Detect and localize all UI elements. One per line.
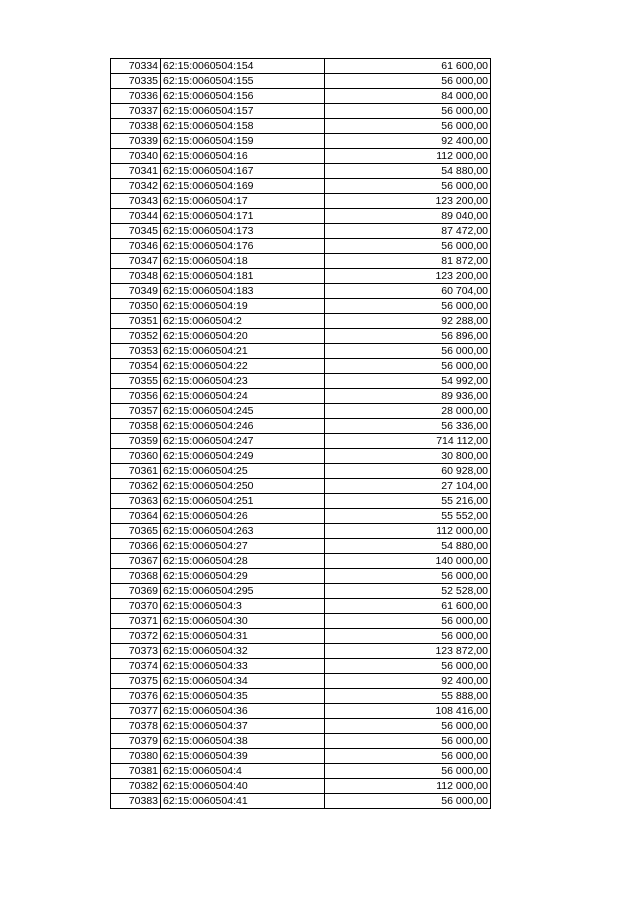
table-row (111, 74, 491, 89)
table-row (111, 89, 491, 104)
document-page (110, 58, 490, 809)
table-row (111, 299, 491, 314)
row-number-cell: 70347 (111, 254, 161, 269)
cadastral-number-cell: 62:15:0060504:249 (161, 449, 325, 464)
row-number-cell: 70375 (111, 674, 161, 689)
amount-cell: 140 000,00 (325, 554, 491, 569)
cadastral-number-cell: 62:15:0060504:2 (161, 314, 325, 329)
row-number-cell: 70340 (111, 149, 161, 164)
row-number-cell: 70376 (111, 689, 161, 704)
cadastral-number-cell: 62:15:0060504:30 (161, 614, 325, 629)
table-row (111, 614, 491, 629)
table-row (111, 329, 491, 344)
cadastral-number-cell: 62:15:0060504:247 (161, 434, 325, 449)
amount-cell: 123 872,00 (325, 644, 491, 659)
amount-cell: 123 200,00 (325, 269, 491, 284)
amount-cell: 54 992,00 (325, 374, 491, 389)
table-row (111, 119, 491, 134)
table-row (111, 434, 491, 449)
table-row (111, 449, 491, 464)
cadastral-number-cell: 62:15:0060504:4 (161, 764, 325, 779)
cadastral-number-cell: 62:15:0060504:19 (161, 299, 325, 314)
cadastral-number-cell: 62:15:0060504:37 (161, 719, 325, 734)
table-row (111, 104, 491, 119)
cadastral-number-cell: 62:15:0060504:251 (161, 494, 325, 509)
amount-cell: 55 216,00 (325, 494, 491, 509)
table-row (111, 524, 491, 539)
amount-cell: 112 000,00 (325, 779, 491, 794)
row-number-cell: 70334 (111, 59, 161, 74)
row-number-cell: 70363 (111, 494, 161, 509)
amount-cell: 81 872,00 (325, 254, 491, 269)
amount-cell: 112 000,00 (325, 149, 491, 164)
amount-cell: 56 000,00 (325, 299, 491, 314)
cadastral-number-cell: 62:15:0060504:38 (161, 734, 325, 749)
row-number-cell: 70350 (111, 299, 161, 314)
row-number-cell: 70354 (111, 359, 161, 374)
amount-cell: 61 600,00 (325, 59, 491, 74)
row-number-cell: 70358 (111, 419, 161, 434)
amount-cell: 123 200,00 (325, 194, 491, 209)
amount-cell: 56 000,00 (325, 359, 491, 374)
row-number-cell: 70359 (111, 434, 161, 449)
cadastral-number-cell: 62:15:0060504:176 (161, 239, 325, 254)
row-number-cell: 70371 (111, 614, 161, 629)
amount-cell: 89 936,00 (325, 389, 491, 404)
row-number-cell: 70381 (111, 764, 161, 779)
cadastral-value-table (110, 58, 491, 809)
amount-cell: 30 800,00 (325, 449, 491, 464)
table-row (111, 134, 491, 149)
row-number-cell: 70343 (111, 194, 161, 209)
cadastral-number-cell: 62:15:0060504:27 (161, 539, 325, 554)
cadastral-number-cell: 62:15:0060504:24 (161, 389, 325, 404)
row-number-cell: 70368 (111, 569, 161, 584)
row-number-cell: 70357 (111, 404, 161, 419)
table-row (111, 674, 491, 689)
row-number-cell: 70369 (111, 584, 161, 599)
row-number-cell: 70366 (111, 539, 161, 554)
row-number-cell: 70362 (111, 479, 161, 494)
amount-cell: 52 528,00 (325, 584, 491, 599)
cadastral-number-cell: 62:15:0060504:34 (161, 674, 325, 689)
table-row (111, 764, 491, 779)
cadastral-number-cell: 62:15:0060504:246 (161, 419, 325, 434)
table-row (111, 509, 491, 524)
cadastral-number-cell: 62:15:0060504:31 (161, 629, 325, 644)
row-number-cell: 70336 (111, 89, 161, 104)
amount-cell: 55 888,00 (325, 689, 491, 704)
amount-cell: 56 000,00 (325, 764, 491, 779)
table-row (111, 314, 491, 329)
amount-cell: 56 336,00 (325, 419, 491, 434)
row-number-cell: 70365 (111, 524, 161, 539)
table-row (111, 374, 491, 389)
amount-cell: 714 112,00 (325, 434, 491, 449)
row-number-cell: 70348 (111, 269, 161, 284)
table-row (111, 194, 491, 209)
row-number-cell: 70383 (111, 794, 161, 809)
table-row (111, 659, 491, 674)
table-row (111, 569, 491, 584)
cadastral-number-cell: 62:15:0060504:159 (161, 134, 325, 149)
table-row (111, 404, 491, 419)
table-row (111, 389, 491, 404)
cadastral-number-cell: 62:15:0060504:26 (161, 509, 325, 524)
table-row (111, 794, 491, 809)
table-row (111, 644, 491, 659)
row-number-cell: 70351 (111, 314, 161, 329)
amount-cell: 54 880,00 (325, 539, 491, 554)
cadastral-number-cell: 62:15:0060504:155 (161, 74, 325, 89)
row-number-cell: 70349 (111, 284, 161, 299)
amount-cell: 56 000,00 (325, 569, 491, 584)
row-number-cell: 70380 (111, 749, 161, 764)
cadastral-number-cell: 62:15:0060504:3 (161, 599, 325, 614)
amount-cell: 92 288,00 (325, 314, 491, 329)
table-row (111, 164, 491, 179)
amount-cell: 56 000,00 (325, 74, 491, 89)
amount-cell: 89 040,00 (325, 209, 491, 224)
row-number-cell: 70364 (111, 509, 161, 524)
amount-cell: 56 000,00 (325, 614, 491, 629)
cadastral-number-cell: 62:15:0060504:171 (161, 209, 325, 224)
cadastral-number-cell: 62:15:0060504:169 (161, 179, 325, 194)
cadastral-number-cell: 62:15:0060504:41 (161, 794, 325, 809)
cadastral-number-cell: 62:15:0060504:173 (161, 224, 325, 239)
row-number-cell: 70374 (111, 659, 161, 674)
row-number-cell: 70377 (111, 704, 161, 719)
amount-cell: 108 416,00 (325, 704, 491, 719)
table-row (111, 779, 491, 794)
cadastral-number-cell: 62:15:0060504:18 (161, 254, 325, 269)
amount-cell: 60 704,00 (325, 284, 491, 299)
amount-cell: 56 000,00 (325, 734, 491, 749)
row-number-cell: 70367 (111, 554, 161, 569)
amount-cell: 56 000,00 (325, 119, 491, 134)
row-number-cell: 70339 (111, 134, 161, 149)
cadastral-number-cell: 62:15:0060504:154 (161, 59, 325, 74)
table-row (111, 464, 491, 479)
cadastral-number-cell: 62:15:0060504:16 (161, 149, 325, 164)
cadastral-number-cell: 62:15:0060504:35 (161, 689, 325, 704)
table-row (111, 224, 491, 239)
cadastral-number-cell: 62:15:0060504:167 (161, 164, 325, 179)
amount-cell: 55 552,00 (325, 509, 491, 524)
cadastral-number-cell: 62:15:0060504:32 (161, 644, 325, 659)
row-number-cell: 70370 (111, 599, 161, 614)
row-number-cell: 70346 (111, 239, 161, 254)
cadastral-number-cell: 62:15:0060504:39 (161, 749, 325, 764)
table-row (111, 479, 491, 494)
amount-cell: 27 104,00 (325, 479, 491, 494)
cadastral-number-cell: 62:15:0060504:158 (161, 119, 325, 134)
amount-cell: 61 600,00 (325, 599, 491, 614)
amount-cell: 92 400,00 (325, 674, 491, 689)
cadastral-number-cell: 62:15:0060504:23 (161, 374, 325, 389)
cadastral-number-cell: 62:15:0060504:20 (161, 329, 325, 344)
row-number-cell: 70372 (111, 629, 161, 644)
cadastral-number-cell: 62:15:0060504:181 (161, 269, 325, 284)
amount-cell: 112 000,00 (325, 524, 491, 539)
table-row (111, 419, 491, 434)
cadastral-number-cell: 62:15:0060504:29 (161, 569, 325, 584)
row-number-cell: 70337 (111, 104, 161, 119)
table-row (111, 179, 491, 194)
table-row (111, 584, 491, 599)
table-row (111, 359, 491, 374)
table-row (111, 554, 491, 569)
table-row (111, 344, 491, 359)
table-row (111, 599, 491, 614)
table-row (111, 269, 491, 284)
table-body (111, 59, 491, 809)
amount-cell: 56 000,00 (325, 629, 491, 644)
row-number-cell: 70338 (111, 119, 161, 134)
cadastral-number-cell: 62:15:0060504:250 (161, 479, 325, 494)
cadastral-number-cell: 62:15:0060504:295 (161, 584, 325, 599)
table-row (111, 749, 491, 764)
cadastral-number-cell: 62:15:0060504:25 (161, 464, 325, 479)
row-number-cell: 70345 (111, 224, 161, 239)
row-number-cell: 70361 (111, 464, 161, 479)
row-number-cell: 70356 (111, 389, 161, 404)
cadastral-number-cell: 62:15:0060504:33 (161, 659, 325, 674)
row-number-cell: 70352 (111, 329, 161, 344)
amount-cell: 56 000,00 (325, 239, 491, 254)
cadastral-number-cell: 62:15:0060504:40 (161, 779, 325, 794)
row-number-cell: 70373 (111, 644, 161, 659)
cadastral-number-cell: 62:15:0060504:156 (161, 89, 325, 104)
amount-cell: 56 000,00 (325, 659, 491, 674)
row-number-cell: 70379 (111, 734, 161, 749)
amount-cell: 56 896,00 (325, 329, 491, 344)
amount-cell: 56 000,00 (325, 719, 491, 734)
table-row (111, 494, 491, 509)
amount-cell: 60 928,00 (325, 464, 491, 479)
cadastral-number-cell: 62:15:0060504:157 (161, 104, 325, 119)
cadastral-number-cell: 62:15:0060504:183 (161, 284, 325, 299)
row-number-cell: 70355 (111, 374, 161, 389)
row-number-cell: 70335 (111, 74, 161, 89)
table-row (111, 254, 491, 269)
amount-cell: 28 000,00 (325, 404, 491, 419)
table-row (111, 59, 491, 74)
row-number-cell: 70353 (111, 344, 161, 359)
amount-cell: 92 400,00 (325, 134, 491, 149)
row-number-cell: 70344 (111, 209, 161, 224)
cadastral-number-cell: 62:15:0060504:28 (161, 554, 325, 569)
cadastral-number-cell: 62:15:0060504:263 (161, 524, 325, 539)
table-row (111, 689, 491, 704)
cadastral-number-cell: 62:15:0060504:36 (161, 704, 325, 719)
table-row (111, 239, 491, 254)
table-row (111, 284, 491, 299)
table-row (111, 539, 491, 554)
row-number-cell: 70341 (111, 164, 161, 179)
row-number-cell: 70342 (111, 179, 161, 194)
table-row (111, 719, 491, 734)
amount-cell: 56 000,00 (325, 749, 491, 764)
amount-cell: 84 000,00 (325, 89, 491, 104)
amount-cell: 56 000,00 (325, 179, 491, 194)
table-row (111, 734, 491, 749)
cadastral-number-cell: 62:15:0060504:245 (161, 404, 325, 419)
amount-cell: 87 472,00 (325, 224, 491, 239)
amount-cell: 56 000,00 (325, 794, 491, 809)
row-number-cell: 70378 (111, 719, 161, 734)
cadastral-number-cell: 62:15:0060504:17 (161, 194, 325, 209)
cadastral-number-cell: 62:15:0060504:22 (161, 359, 325, 374)
table-row (111, 629, 491, 644)
cadastral-number-cell: 62:15:0060504:21 (161, 344, 325, 359)
row-number-cell: 70382 (111, 779, 161, 794)
table-row (111, 149, 491, 164)
amount-cell: 54 880,00 (325, 164, 491, 179)
table-row (111, 209, 491, 224)
table-row (111, 704, 491, 719)
row-number-cell: 70360 (111, 449, 161, 464)
amount-cell: 56 000,00 (325, 104, 491, 119)
amount-cell: 56 000,00 (325, 344, 491, 359)
